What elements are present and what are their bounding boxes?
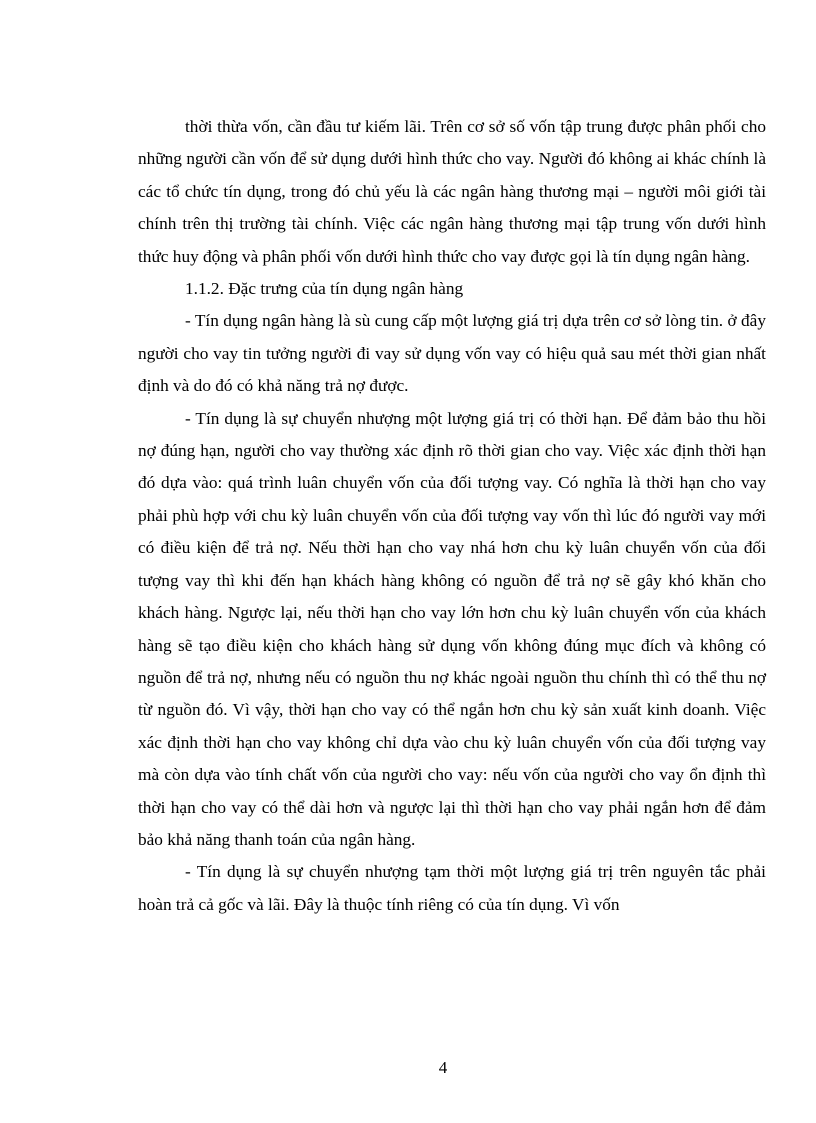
page-number: 4 [438,1058,448,1077]
paragraph-continuation: thời thừa vốn, cần đầu tư kiếm lãi. Trên cơ sở số vốn tập trung được phân phối cho những người cần vốn để sử dụng dưới hình thức cho vay. Người đó không ai khác chính là các tổ chức tín dụng, trong đó chủ yếu là các ngân hàng thương mại – người môi giới tài chính trên thị trường tài chính. Việc các ngân hàng thương mại tập trung vốn dưới hình thức huy động và phân phối vốn dưới hình thức cho vay được gọi là tín dụng ngân hàng. [138,117,766,266]
paragraph-repayment: - Tín dụng là sự chuyển nhượng tạm thời một lượng giá trị trên nguyên tắc phải hoàn trả cả gốc và lãi. Đây là thuộc tính riêng có của tín dụng. Vì vốn [138,862,766,914]
section-heading: 1.1.2. Đặc trưng của tín dụng ngân hàng [185,279,464,299]
paragraph-term: - Tín dụng là sự chuyển nhượng một lượng giá trị có thời hạn. Để đảm bảo thu hồi nợ đúng hạn, người cho vay thường xác định rõ thời gian cho vay. Việc xác định thời hạn đó dựa vào: quá trình luân chuyển vốn của đối tượng vay. Có nghĩa là thời hạn cho vay phải phù hợp với chu kỳ luân chuyển vốn của đối tượng vay vốn thì lúc đó người vay mới có điều kiện để trả nợ. Nếu thời hạn cho vay nhá hơn chu kỳ luân chuyển vốn của đối tượng vay thì khi đến hạn khách hàng không có nguồn để trả nợ sẽ gây khó khăn cho khách hàng. Ngược lại, nếu thời hạn cho vay lớn hơn chu kỳ luân chuyển vốn của khách hàng sẽ tạo điều kiện cho khách hàng sử dụng vốn không đúng mục đích và không có nguồn để trả nợ, nhưng nếu có nguồn thu nợ khác ngoài nguồn thu chính thì có thể thu nợ từ nguồn đó. Vì vậy, thời hạn cho vay có thể ngắn hơn chu kỳ sản xuất kinh doanh. Việc xác định thời hạn cho vay không chỉ dựa vào chu kỳ luân chuyển vốn của đối tượng vay mà còn dựa vào tính chất vốn của người cho vay: nếu vốn của người cho vay ổn định thì thời hạn cho vay có thể dài hơn và ngược lại thì thời hạn cho vay phải ngắn hơn để đảm bảo khả năng thanh toán của ngân hàng. [138,408,766,849]
paragraph-trust: - Tín dụng ngân hàng là sù cung cấp một lượng giá trị dựa trên cơ sở lòng tin. ở đây người cho vay tin tưởng người đi vay sử dụng vốn vay có hiệu quả sau mét thời gian nhất định và do đó có khả năng trả nợ được. [138,311,766,396]
document-body [138,111,766,921]
